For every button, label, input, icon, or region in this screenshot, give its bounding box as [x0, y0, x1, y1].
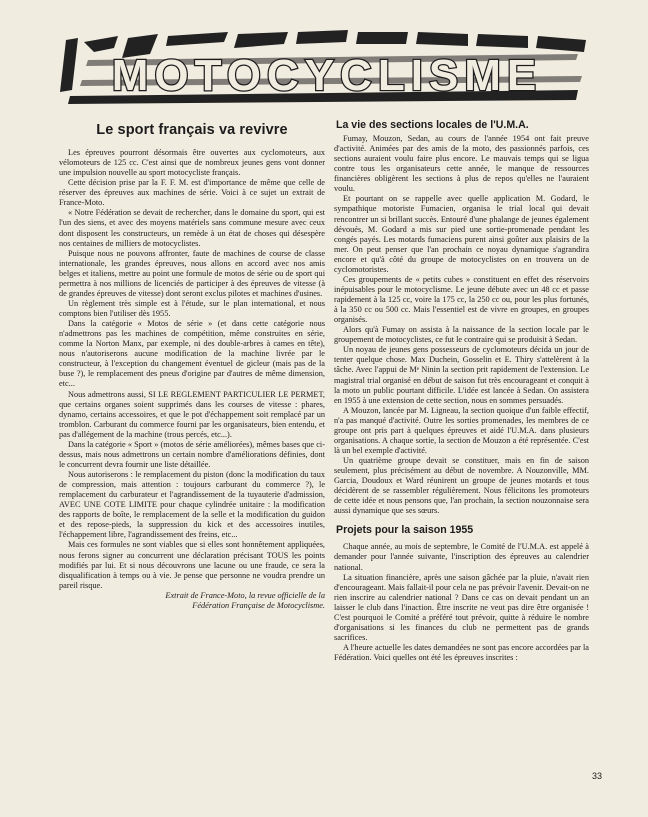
- article-title-left: Le sport français va revivre: [96, 122, 288, 138]
- paragraph: La situation financière, après une saison gâchée par la pluie, n'avait rien d'encourageant. Mais fallait-il pour cela ne pas prévoir l'avenir. Devait-on ne rien inscrire au calendrier national ? Dans ce cas on devait pendant un an laisser le club dans l'inaction. Être inscrite ne veut pas dire être organisée ! C'est pourquoi le Comité a préféré tout prévoir, quitte à réduire le nombre d'organisations si les finances du club ne permettent pas de grands sacrifices.: [334, 572, 589, 642]
- article-signature: [59, 591, 325, 611]
- paragraph: Dans la catégorie « Motos de série » (et dans cette catégorie nous n'admettrons pas les machines de compétition, même construites en série, comme la Norton Manx, par exemple, ni des double-arbres à cames en tête), nous n'autoriserons aucune modification de la machine livrée par le constructeur, à l'exception du changement éventuel de gicleur (mais pas de la buse ?), le remplacement des pneus d'origine par d'autres de même dimension, etc...: [59, 319, 325, 389]
- article-title-right: La vie des sections locales de l'U.M.A.: [336, 119, 529, 131]
- paragraph: Mais ces formules ne sont viables que si elles sont honnêtement appliquées, nous ferons signer au concurrent une déclaration précisant TOUS les points modifiés par lui. Et si nous découvrons une lacune ou une fraude, ce sera la disqualification à temps ou à vie. Je pense que personne ne voudra prendre un pareil risque.: [59, 540, 325, 590]
- paragraph: Nous autoriserons : le remplacement du piston (donc la modification du taux de compression, mais attention : toujours carburant du commerce ?), le remplacement du carburateur et l'agrandissement de la tuyauterie d'admission, AVEC UNE COTE LIMITE pour chaque cylindrée unitaire : la modification des rapports de boîte, le remplacement de la selle et la modification du guidon et des repose-pieds, la suppression du kick et des accessoires inutiles, l'échappement libre, l'agrandissement des freins, etc...: [59, 470, 325, 540]
- signature-line: Extrait de France-Moto, la revue officielle de la: [165, 590, 325, 600]
- paragraph: Alors qu'à Fumay on assista à la naissance de la section locale par le groupement de motocyclistes, ce fut le contraire qui se produisit à Sedan.: [334, 325, 589, 345]
- paragraph: Cette décision prise par la F. F. M. est d'importance de même que celle de réserver des épreuves aux machines de série. Voici à ce sujet un extrait de France-Moto.: [59, 178, 325, 208]
- paragraph: Fumay, Mouzon, Sedan, au cours de l'année 1954 ont fait preuve d'activité. Animées par des amis de la moto, des passionnés parfois, ces sections auraient voulu faire plus encore. Le mauvais temps qui se ligua contre tous les organisateurs cette année, le manque de ressources financières obligèrent les sections à plus de repos qu'elles ne l'auraient voulu.: [334, 134, 589, 194]
- paragraph: Et pourtant on se rappelle avec quelle application M. Godard, le sympathique motoriste Fumacien, organisa le trial local qui devait rencontrer un si brillant succès. Entouré d'une phalange de jeunes également dévoués, M. Godard a mis sur pied une sortie-promenade pendant les congés payés. Les motards fumaciens purent ainsi goûter aux plaisirs de la mer. On peut penser que l'an prochain ce noyau dynamique s'agrandira encore et qu'à côté du groupe de motocyclistes on en trouvera un de cyclomotoristes.: [334, 194, 589, 274]
- paragraph: Puisque nous ne pouvons affronter, faute de machines de course de classe internationale, les grandes épreuves, nous allons en accord avec nos amis belges et italiens, mettre au point une formule de motos de série ou de sport qui permettra à nos millions de licenciés de participer à des épreuves de vitesse (à de grandes épreuves de vitesse) dont seront exclus pilotes et machines d'usines.: [59, 248, 325, 298]
- paragraph: Ces groupements de « petits cubes » constituent en effet des réservoirs inépuisables pour le motocyclisme. Le jeune débute avec un 48 cc et passe rapidement à la 125 cc, voire la 175 cc, la 250 cc ou, pour les plus fortunés, à la 350 cc ou 500 cc. Mais l'essentiel est de vivre en groupes, en groupes organisés.: [334, 274, 589, 325]
- paragraph: « Notre Fédération se devait de rechercher, dans le domaine du sport, qui est l'un des siens, et avec des moyens matériels sans commune mesure avec ceux dont disposent les constructeurs, un remède à un état de choses qui désespère nos centaines de milliers de motocyclistes.: [59, 208, 325, 248]
- paragraph: A l'heure actuelle les dates demandées ne sont pas encore accordées par la Fédération. Voici quelles ont été les épreuves inscrites :: [334, 643, 589, 663]
- masthead: [58, 30, 596, 106]
- masthead-logo: [58, 30, 596, 106]
- masthead-title: MOTOCYCLISME: [111, 51, 543, 100]
- paragraph: Un noyau de jeunes gens possesseurs de cyclomoteurs décida un jour de tenter quelque chose. Max Duchein, Gosselin et E. Thiry s'attelèrent à la tâche. Avec l'appui de Mᵉ Ninin la section prit rapidement de l'extension. Le magistral trial organisé en début de saison fut très encourageant et conquit à la moto un public pourtant difficile. L'idée est lancée à Sedan. On assistera en 1955 à une extension de cette section, nous en sommes persuadés.: [334, 345, 589, 405]
- signature-line: Fédération Française de Motocyclisme.: [192, 600, 325, 610]
- left-column: [59, 118, 325, 611]
- paragraph: A Mouzon, lancée par M. Ligneau, la section quoique d'un faible effectif, n'a pas manqué d'activité. Outre les sorties promenades, les membres de ce groupe ont pris part à quelques épreuves et aidé l'U.M.A. dans plusieurs organisations. A chaque sortie, la section de Mouzon a été représentée. C'est là un bel exemple d'activité.: [334, 405, 589, 455]
- right-column: [334, 118, 589, 663]
- paragraph: Les épreuves pourront désormais être ouvertes aux cyclomoteurs, aux vélomoteurs de 125 cc. C'est ainsi que de nombreux jeunes gens vont donner une impulsion nouvelle au sport motocycliste français.: [59, 148, 325, 178]
- paragraph: Un règlement très simple est à l'étude, sur le plan international, et nous comptons bien l'utiliser dès 1955.: [59, 298, 325, 318]
- section-title-projects: Projets pour la saison 1955: [336, 524, 474, 537]
- paragraph: Chaque année, au mois de septembre, le Comité de l'U.M.A. est appelé à demander pour l'année suivante, l'inscription des épreuves au calendrier national.: [334, 542, 589, 572]
- paragraph: Un quatrième groupe devait se constituer, mais en fin de saison seulement, plus précisément au début de novembre. A Nouzonville, MM. Garcia, Doudoux et Ward réunirent un groupe de jeunes motards et tous décidèrent de se rassembler régulièrement. Nous félicitons les promoteurs de cette idée et nous pensons que, l'an prochain, la section nouzonnaise sera aussi dynamique que ses sœurs.: [334, 456, 589, 516]
- paragraph: Dans la catégorie « Sport » (motos de série améliorées), mêmes bases que ci-dessus, mais nous admettrons un certain nombre d'améliorations définies, dont le concurrent devra fournir une liste détaillée.: [59, 439, 325, 469]
- paragraph: Nous admettrons aussi, SI LE REGLEMENT PARTICULIER LE PERMET, que certains organes soient supprimés dans les courses de vitesse : phares, dynamo, certains accessoires, et que le pot d'échappement soit remplacé par un tromblon. Carburant du commerce fourni par les organisateurs, bien entendu, et pas d'allégement de la machine (trous percés, etc...).: [59, 389, 325, 439]
- page-number: 33: [592, 771, 603, 781]
